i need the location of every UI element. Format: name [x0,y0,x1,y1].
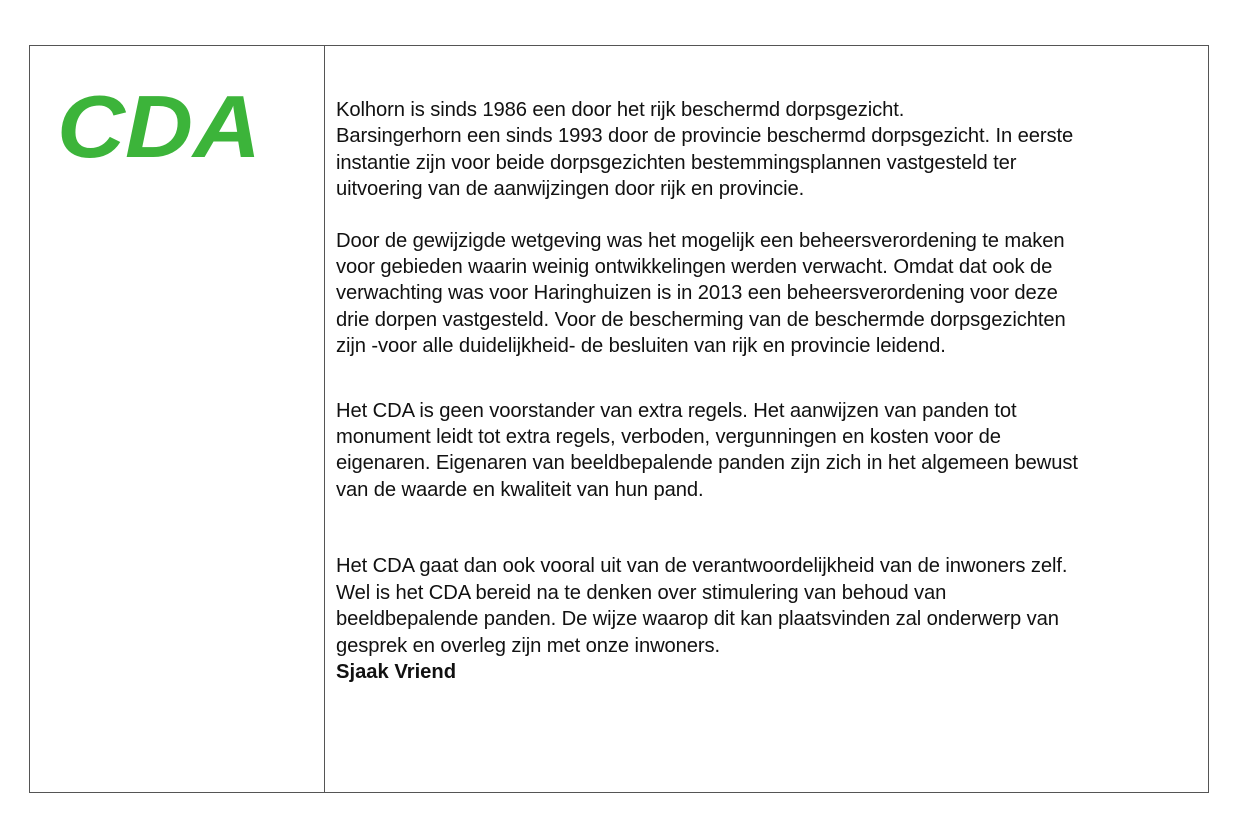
paragraph-4: Het CDA gaat dan ook vooral uit van de verantwoordelijkheid van de inwoners zelf. Wel is het CDA bereid na te denken over stimulering van behoud van beeldbepalende panden. De wijze waarop dit kan plaatsvinden zal onderwerp van gesprek en overleg zijn met onze inwoners. [336,555,1068,657]
content-column [325,46,1208,792]
logo-column [30,46,325,792]
cda-logo [57,89,263,163]
paragraph-2: Door de gewijzigde wetgeving was het mogelijk een beheersverordening te maken voor gebieden waarin weinig ontwikkelingen werden verwacht. Omdat dat ook de verwachting was voor Haringhuizen is in 2013 een beheersverordening voor deze drie dorpen vastgesteld. Voor de bescherming van de beschermde dorpsgezichten zijn -voor alle duidelijkheid- de besluiten van rijk en provincie leidend. [336,229,1066,358]
cda-logo-text: CDA [57,89,261,163]
signature: Sjaak Vriend [336,660,457,683]
paragraph-3: Het CDA is geen voorstander van extra regels. Het aanwijzen van panden tot monument leidt tot extra regels, verboden, vergunningen en kosten voor de eigenaren. Eigenaren van beeldbepalende panden zijn zich in het algemeen bewust van de waarde en kwaliteit van hun pand. [336,399,1078,501]
paragraph-1: Kolhorn is sinds 1986 een door het rijk beschermd dorpsgezicht. Barsingerhorn een sinds 1993 door de provincie beschermd dorpsgezicht. In eerste instantie zijn voor beide dorpsgezichten bestemmingsplannen vastgesteld ter uitvoering van de aanwijzingen door rijk en provincie. [336,99,1074,201]
cda-logo-icon [57,89,263,163]
document-frame [29,45,1209,793]
